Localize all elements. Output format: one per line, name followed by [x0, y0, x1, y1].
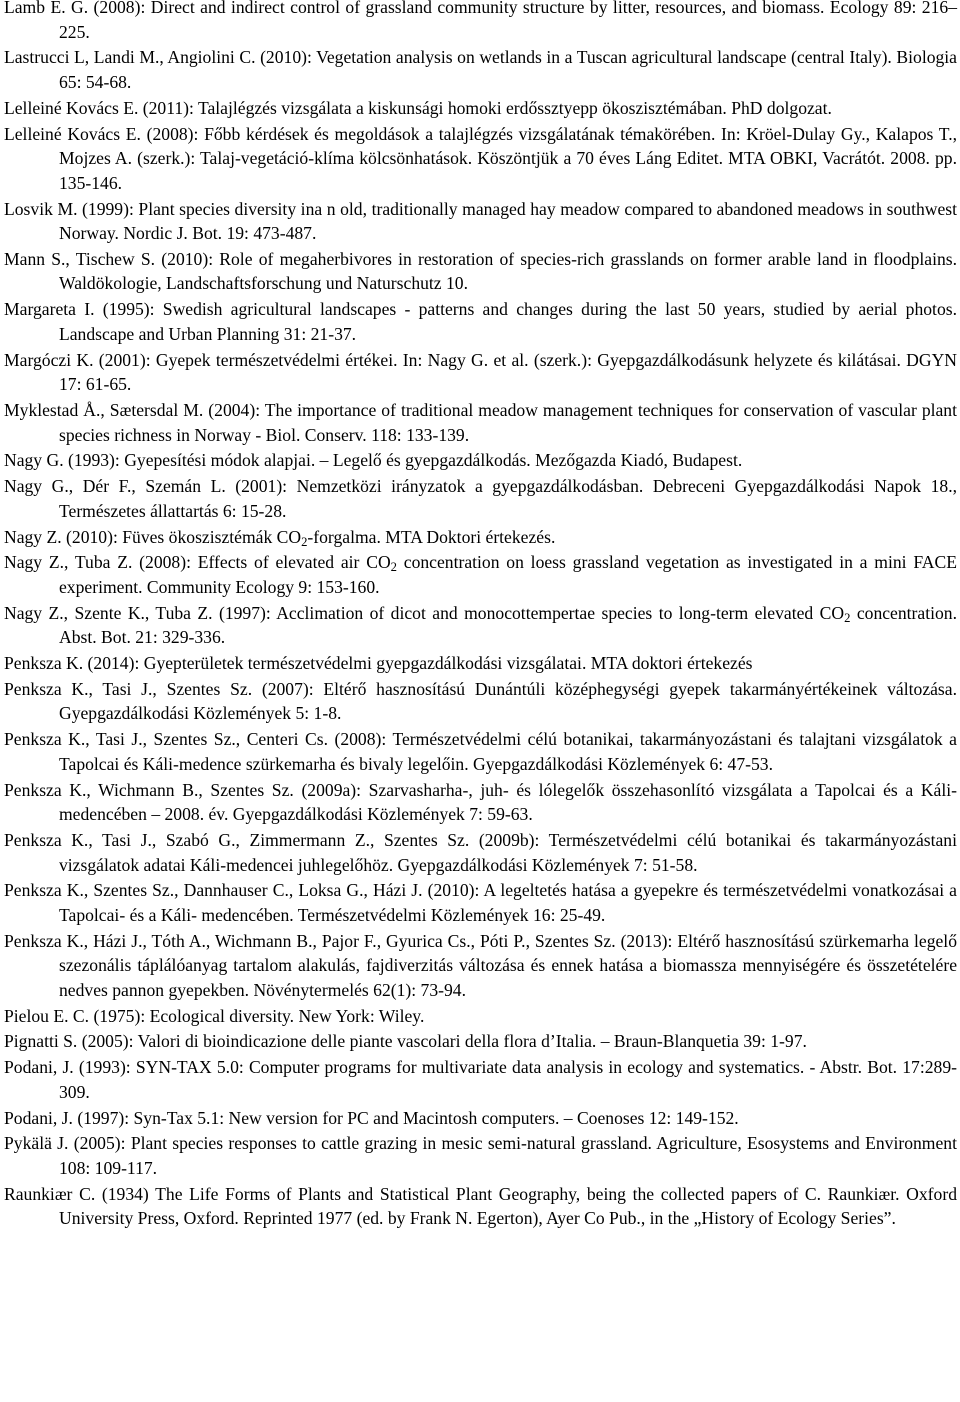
reference-item: Pielou E. C. (1975): Ecological diversity. New York: Wiley.	[4, 1005, 425, 1026]
reference-text-part: concentration on loess grassland vegetation as investigated in a mini FACE experiment. Community Ecology 9: 153-160.	[59, 552, 957, 597]
reference-item: Podani, J. (1993): SYN-TAX 5.0: Computer programs for multivariate data analysis in ecology and systematics. - Abstr. Bot. 17:289-309.	[4, 1057, 957, 1102]
reference-item: Nagy G. (1993): Gyepesítési módok alapjai. – Legelő és gyepgazdálkodás. Mezőgazda Kiadó, Budapest.	[4, 450, 743, 471]
subscript: 2	[390, 560, 397, 575]
reference-text-part: Nagy Z. (2010): Füves ökoszisztémák CO	[4, 526, 302, 547]
reference-item: Pykälä J. (2005): Plant species responses to cattle grazing in mesic semi-natural grassland. Agriculture, Esosystems and Environment 108: 109-117.	[4, 1133, 957, 1178]
reference-item: Lamb E. G. (2008): Direct and indirect control of grassland community structure by litter, resources, and biomass. Ecology 89: 216–225.	[4, 0, 957, 42]
subscript: 2	[301, 534, 308, 549]
reference-item: Penksza K., Tasi J., Szentes Sz. (2007): Eltérő hasznosítású Dunántúli középhegységi gyepek takarmányértékeinek változása. Gyepgazdálkodási Közlemények 5: 1-8.	[4, 678, 957, 724]
reference-item: Penksza K., Házi J., Tóth A., Wichmann B., Pajor F., Gyurica Cs., Póti P., Szentes Sz. (2013): Eltérő hasznosítású szürkemarha legelő szezonális táplálóanyag tartalom alakulás, fajdiverzitás változása és ennek hatása a biomassza mennyiségére és összetételére nedves pannon gyepekben. Növénytermelés 62(1): 73-94.	[4, 930, 957, 1000]
reference-item	[4, 601, 957, 650]
reference-item: Margareta I. (1995): Swedish agricultural landscapes - patterns and changes during the last 50 years, studied by aerial photos. Landscape and Urban Planning 31: 21-37.	[4, 299, 957, 344]
reference-item: Penksza K., Tasi J., Szentes Sz., Centeri Cs. (2008): Természetvédelmi célú botanikai, takarmányozástani és talajtani vizsgálatok a Tapolcai és Káli-medence szürkemarha és bivaly legelőin. Gyepgazdálkodási Közlemények 6: 47-53.	[4, 729, 957, 774]
reference-item: Penksza K., Wichmann B., Szentes Sz. (2009a): Szarvasharha-, juh- és lólegelők összehasonlító vizsgálata a Tapolcai és a Káli-medencében – 2008. év. Gyepgazdálkodási Közlemények 7: 59-63.	[4, 779, 957, 825]
reference-text-part: Nagy Z., Tuba Z. (2008): Effects of elevated air CO	[4, 552, 391, 573]
reference-item: Penksza K., Szentes Sz., Dannhauser C., Loksa G., Házi J. (2010): A legeltetés hatása a gyepekre és természetvédelmi vonatkozásai a Tapolcai- és a Káli- medencében. Természetvédelmi Közlemények 16: 25-49.	[4, 880, 957, 925]
reference-item	[4, 525, 957, 550]
reference-item: Pignatti S. (2005): Valori di bioindicazione delle piante vascolari della flora d’Italia. – Braun-Blanquetia 39: 1-97.	[4, 1031, 807, 1052]
reference-text-part: concentration. Abst. Bot. 21: 329-336.	[59, 602, 957, 648]
reference-item: Losvik M. (1999): Plant species diversity ina n old, traditionally managed hay meadow compared to abandoned meadows in southwest Norway. Nordic J. Bot. 19: 473-487.	[4, 198, 957, 244]
reference-item: Penksza K. (2014): Gyepterületek természetvédelmi gyepgazdálkodási vizsgálatai. MTA doktori értekezés	[4, 653, 753, 674]
reference-item: Myklestad Å., Sætersdal M. (2004): The importance of traditional meadow management techniques for conservation of vascular plant species richness in Norway - Biol. Conserv. 118: 133-139.	[4, 400, 957, 445]
reference-text-part: -forgalma. MTA Doktori értekezés.	[307, 526, 556, 547]
reference-item: Lastrucci L, Landi M., Angiolini C. (2010): Vegetation analysis on wetlands in a Tuscan agricultural landscape (central Italy). Biologia 65: 54-68.	[4, 47, 957, 92]
reference-item: Lelleiné Kovács E. (2011): Talajlégzés vizsgálata a kiskunsági homoki erdőssztyepp ökoszisztémában. PhD dolgozat.	[4, 97, 832, 118]
reference-item: Raunkiær C. (1934) The Life Forms of Plants and Statistical Plant Geography, being the collected papers of C. Raunkiær. Oxford University Press, Oxford. Reprinted 1977 (ed. by Frank N. Egerton), Ayer Co Pub., in the „History of Ecology Series”.	[4, 1183, 957, 1229]
reference-item: Margóczi K. (2001): Gyepek természetvédelmi értékei. In: Nagy G. et al. (szerk.): Gyepgazdálkodásunk helyzete és kilátásai. DGYN 17: 61-65.	[4, 349, 957, 395]
reference-item: Podani, J. (1997): Syn-Tax 5.1: New version for PC and Macintosh computers. – Coenoses 12: 149-152.	[4, 1107, 739, 1128]
reference-item: Penksza K., Tasi J., Szabó G., Zimmermann Z., Szentes Sz. (2009b): Természetvédelmi célú botanikai és takarmányozástani vizsgálatok adatai Káli-medencei juhlegelőhöz. Gyepgazdálkodási Közlemények 7: 51-58.	[4, 829, 957, 875]
reference-item	[4, 550, 957, 599]
reference-text-part: Nagy Z., Szente K., Tuba Z. (1997): Acclimation of dicot and monocottempertae species to long-term elevated CO	[4, 602, 845, 623]
reference-item: Nagy G., Dér F., Szemán L. (2001): Nemzetközi irányzatok a gyepgazdálkodásban. Debreceni Gyepgazdálkodási Napok 18., Természetes állattartás 6: 15-28.	[4, 476, 957, 521]
reference-item: Lelleiné Kovács E. (2008): Főbb kérdések és megoldások a talajlégzés vizsgálatának témakörében. In: Kröel-Dulay Gy., Kalapos T., Mojzes A. (szerk.): Talaj-vegetáció-klíma kölcsönhatások. Köszöntjük a 70 éves Láng Editet. MTA OBKI, Vacrátót. 2008. pp. 135-146.	[4, 123, 957, 193]
reference-item: Mann S., Tischew S. (2010): Role of megaherbivores in restoration of species-rich grasslands on former arable land in floodplains. Waldökologie, Landschaftsforschung und Naturschutz 10.	[4, 248, 957, 294]
subscript: 2	[844, 610, 851, 625]
